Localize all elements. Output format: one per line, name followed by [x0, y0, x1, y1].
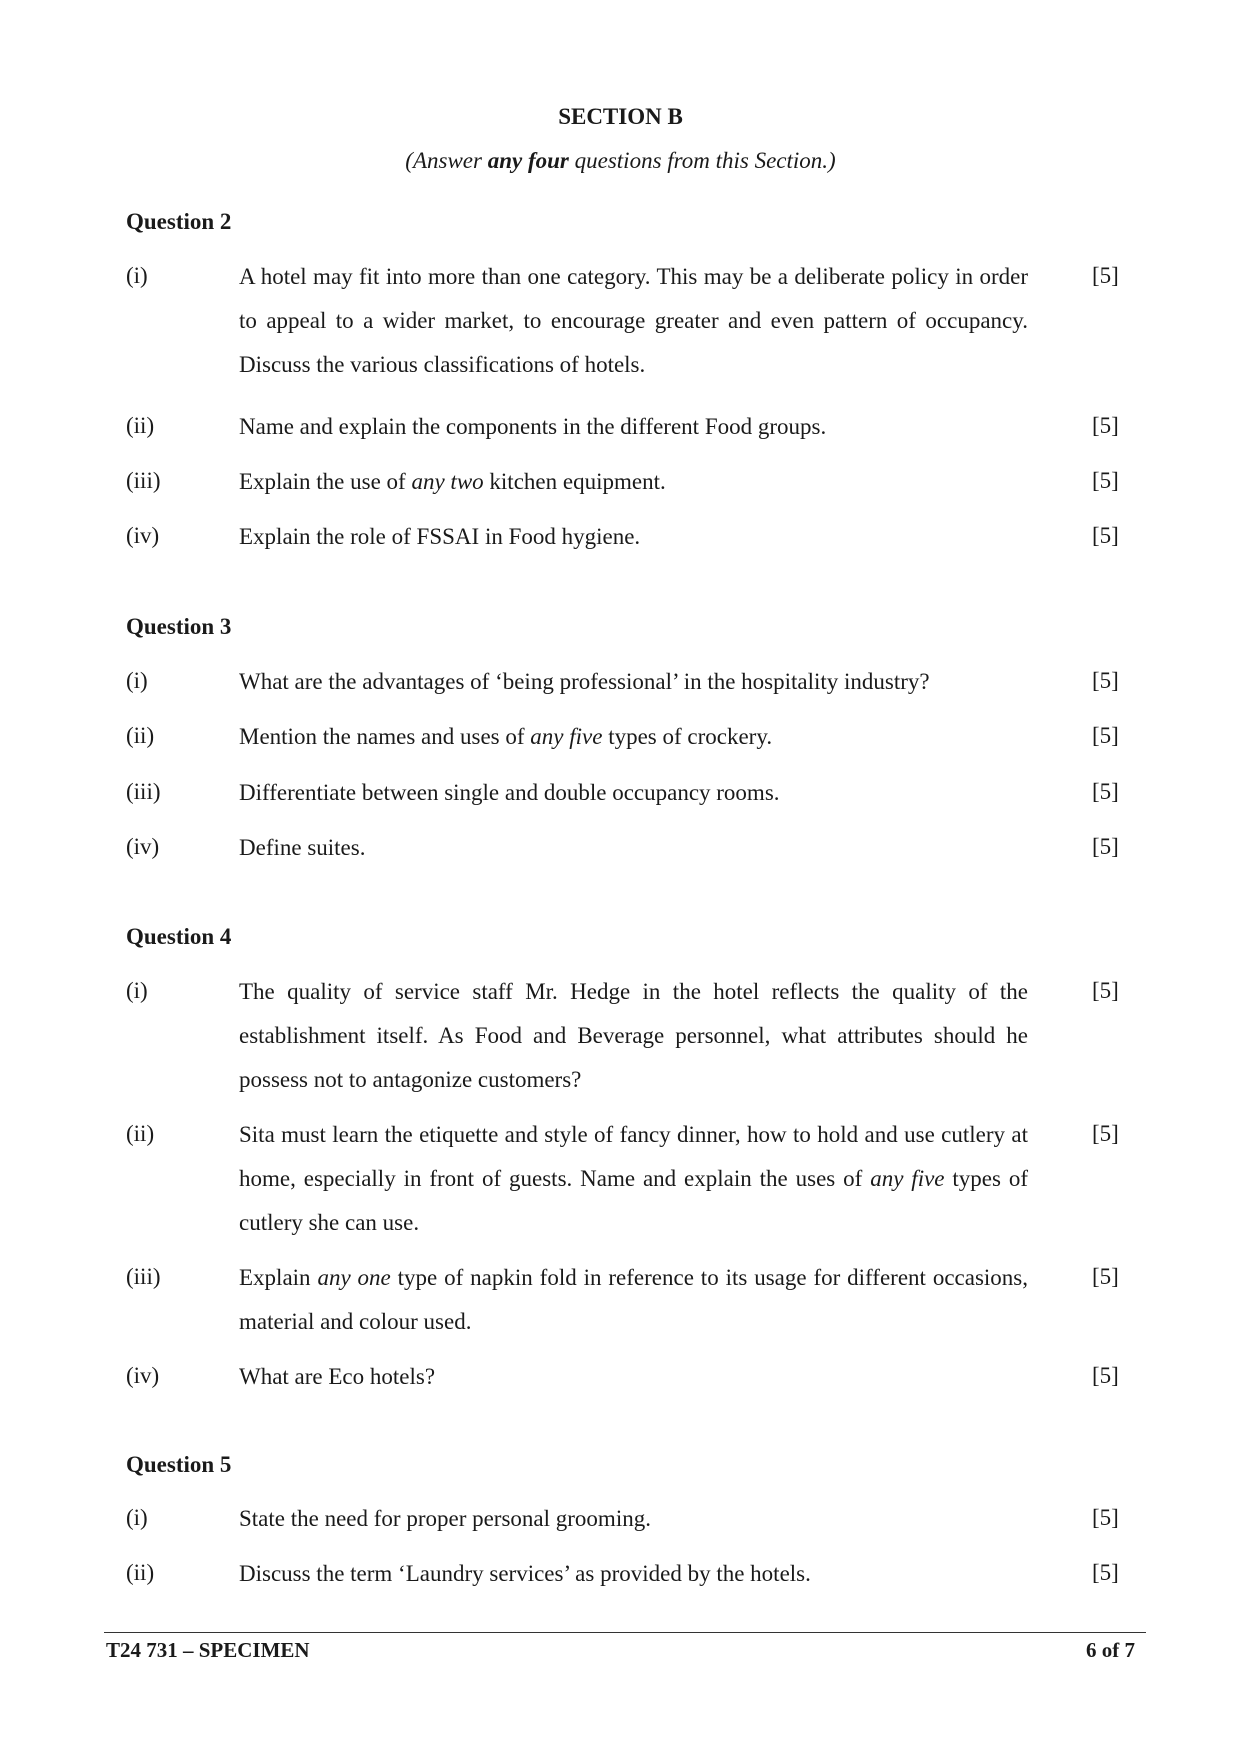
part-text: A hotel may fit into more than one category. This may be a deliberate policy in order to appeal to a wider market, to encourage greater and even pattern of occupancy. Discuss the various classifications of hotels. [239, 264, 1028, 377]
part-marks: [5] [1092, 978, 1119, 1003]
text-post: types of crockery. [602, 724, 773, 749]
part-number: (i) [126, 1505, 148, 1530]
instruction-post: questions from this Section.) [568, 148, 836, 173]
question-heading: Question 3 [126, 614, 232, 639]
part-marks: [5] [1092, 413, 1119, 438]
part-text: Define suites. [239, 835, 366, 860]
part-text [239, 1256, 1028, 1344]
part-text [239, 715, 1028, 759]
section-instruction [0, 148, 1241, 174]
part-text: State the need for proper personal grooming. [239, 1506, 651, 1531]
text-pre: Mention the names and uses of [239, 724, 531, 749]
text-pre: Explain the use of [239, 469, 412, 494]
text-post: kitchen equipment. [483, 469, 666, 494]
part-marks: [5] [1092, 263, 1119, 288]
footer-divider [104, 1632, 1146, 1633]
page-number: 6 of 7 [1086, 1638, 1135, 1662]
section-title: SECTION B [558, 104, 683, 129]
text-emphasis: any one [317, 1265, 391, 1290]
part-number: (i) [126, 668, 148, 693]
instruction-bold: any four [487, 148, 569, 173]
part-number: (ii) [126, 413, 155, 438]
part-marks: [5] [1092, 779, 1119, 804]
part-text [239, 460, 1028, 504]
question-heading: Question 4 [126, 924, 232, 949]
part-number: (i) [126, 263, 148, 288]
part-marks: [5] [1092, 668, 1119, 693]
part-text: The quality of service staff Mr. Hedge in the hotel reflects the quality of the establishment itself. As Food and Beverage personnel, what attributes should he possess not to antagonize customers? [239, 979, 1028, 1092]
text-pre: Sita must learn the etiquette and style of fancy dinner, how to hold and use cutlery at home, especially in front of guests. Name and explain the uses of [239, 1122, 1028, 1191]
part-marks: [5] [1092, 468, 1119, 493]
part-number: (iii) [126, 468, 161, 493]
part-marks: [5] [1092, 1121, 1119, 1146]
text-post: type of napkin fold in reference to its usage for different occasions, material and colour used. [239, 1265, 1028, 1334]
part-marks: [5] [1092, 834, 1119, 859]
part-number: (ii) [126, 723, 155, 748]
part-marks: [5] [1092, 1264, 1119, 1289]
text-emphasis: any two [411, 469, 484, 494]
part-number: (iii) [126, 779, 161, 804]
part-number: (ii) [126, 1121, 155, 1146]
text-emphasis: any five [530, 724, 603, 749]
part-marks: [5] [1092, 523, 1119, 548]
part-text: Name and explain the components in the different Food groups. [239, 414, 827, 439]
part-text: Differentiate between single and double occupancy rooms. [239, 780, 780, 805]
text-pre: Explain [239, 1265, 318, 1290]
part-marks: [5] [1092, 1505, 1119, 1530]
text-post: types of cutlery she can use. [239, 1166, 1028, 1235]
paper-code: T24 731 – SPECIMEN [106, 1638, 310, 1662]
part-number: (iv) [126, 523, 160, 548]
part-number: (iii) [126, 1264, 161, 1289]
part-number: (iv) [126, 1363, 160, 1388]
part-text: What are the advantages of ‘being professional’ in the hospitality industry? [239, 669, 930, 694]
part-text: Explain the role of FSSAI in Food hygiene. [239, 524, 641, 549]
part-text: Discuss the term ‘Laundry services’ as provided by the hotels. [239, 1561, 811, 1586]
part-marks: [5] [1092, 723, 1119, 748]
part-marks: [5] [1092, 1560, 1119, 1585]
part-marks: [5] [1092, 1363, 1119, 1388]
part-text [239, 1113, 1028, 1245]
instruction-pre: (Answer [405, 148, 488, 173]
part-text: What are Eco hotels? [239, 1364, 436, 1389]
question-heading: Question 2 [126, 209, 232, 234]
part-number: (i) [126, 978, 148, 1003]
question-heading: Question 5 [126, 1452, 232, 1477]
part-number: (iv) [126, 834, 160, 859]
text-emphasis: any five [870, 1166, 945, 1191]
part-number: (ii) [126, 1560, 155, 1585]
